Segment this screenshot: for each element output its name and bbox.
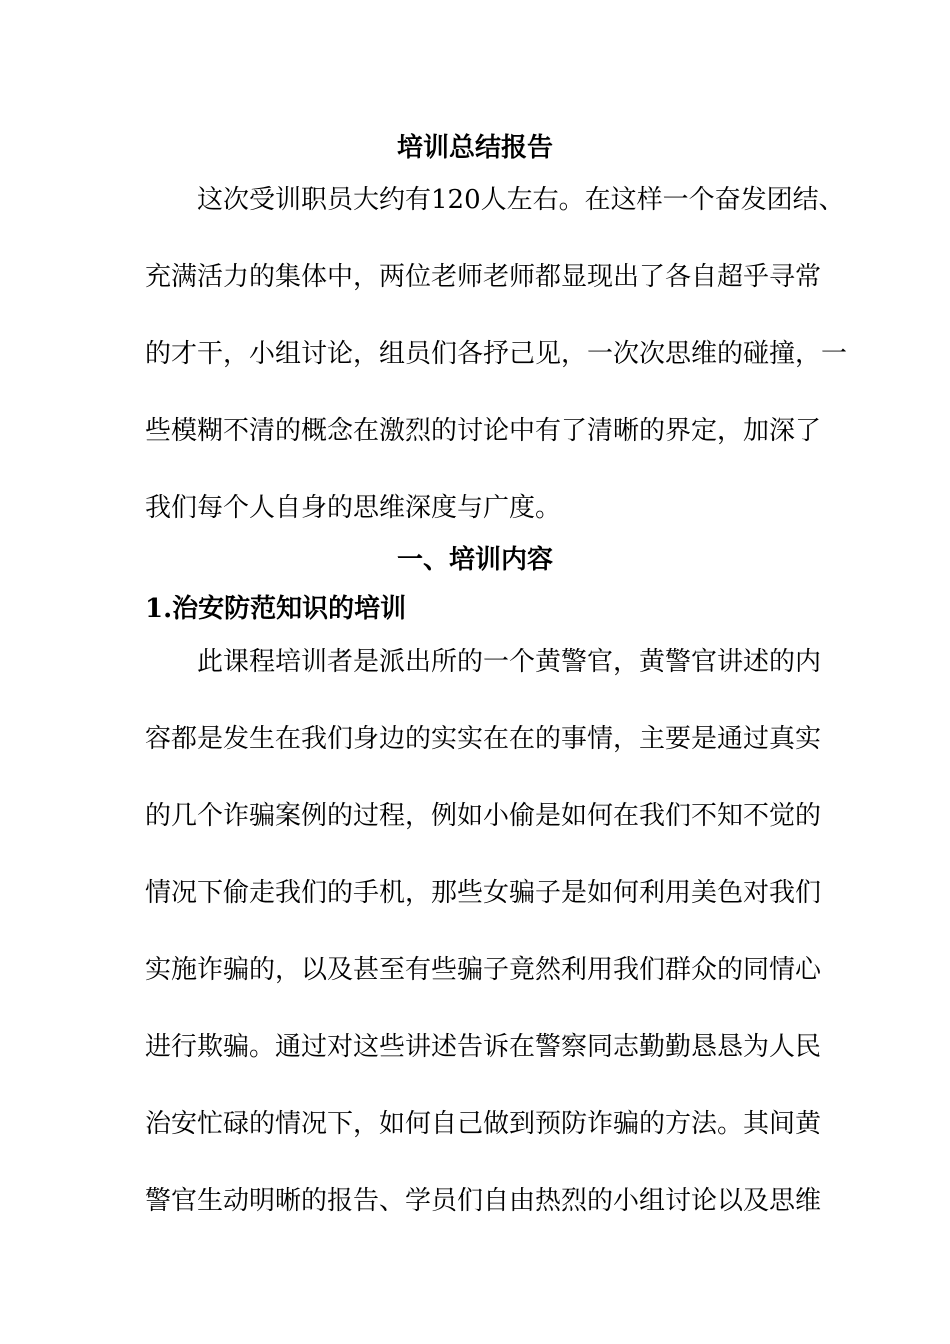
intro-paragraph [145, 180, 848, 565]
section-heading: 一、培训内容 [396, 545, 553, 575]
paragraph-line: 容都是发生在我们身边的实实在在的事情，主要是通过真实 [145, 724, 822, 754]
sub-heading: 1.治安防范知识的培训 [145, 594, 407, 624]
paragraph-line: 我们每个人自身的思维深度与广度。 [145, 493, 562, 523]
paragraph-line: 情况下偷走我们的手机，那些女骗子是如何利用美色对我们 [145, 878, 822, 908]
paragraph-line: 此课程培训者是派出所的一个黄警官，黄警官讲述的内 [197, 647, 822, 677]
paragraph-line: 进行欺骗。通过对这些讲述告诉在警察同志勤勤恳恳为人民 [145, 1032, 822, 1062]
paragraph-line: 治安忙碌的情况下，如何自己做到预防诈骗的方法。其间黄 [145, 1109, 822, 1139]
document-title: 培训总结报告 [396, 133, 553, 163]
paragraph-line: 的几个诈骗案例的过程，例如小偷是如何在我们不知不觉的 [145, 801, 822, 831]
paragraph-line: 些模糊不清的概念在激烈的讨论中有了清晰的界定，加深了 [145, 416, 822, 446]
paragraph-line: 充满活力的集体中，两位老师老师都显现出了各自超乎寻常 [145, 262, 822, 292]
paragraph-line: 这次受训职员大约有120人左右。在这样一个奋发团结、 [197, 185, 845, 215]
paragraph-line: 实施诈骗的，以及甚至有些骗子竟然利用我们群众的同情心 [145, 955, 822, 985]
body-paragraph [145, 642, 822, 1258]
paragraph-line: 的才干，小组讨论，组员们各抒己见，一次次思维的碰撞，一 [145, 339, 848, 369]
paragraph-line: 警官生动明晰的报告、学员们自由热烈的小组讨论以及思维 [145, 1186, 822, 1216]
